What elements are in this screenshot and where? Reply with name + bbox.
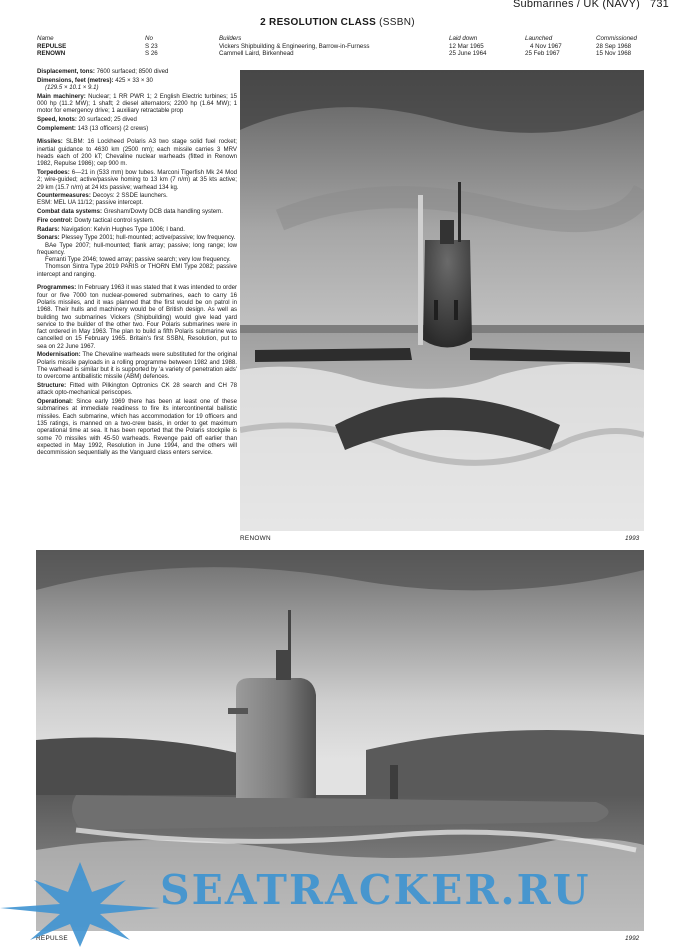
spec-key: Operational: xyxy=(37,398,73,406)
ship-launched: 25 Feb 1967 xyxy=(525,50,560,58)
ship-builder: Cammell Laird, Birkenhead xyxy=(219,50,294,58)
renown-image xyxy=(240,70,644,531)
spec-displacement xyxy=(37,68,237,75)
spec-value: Ferranti Type 2046; towed array; passive search; very low frequency. xyxy=(45,256,231,264)
spec-value: Since early 1969 there has been at least one of these submarines at immediate readiness to fire its intercontinental ballistic missiles. Each submarine, which has accommodation for 19 officers and 135 ratings, is manned on a two-crew basis, in order to get maximum operational time at sea. It has been reported that the Polaris stockpile is some 70 missiles with 45-50 warheads. Revenge paid off earlier than expected in May 1992, Resolution in June 1994, and the others will decommission sequentially as the Vanguard class enters service. xyxy=(37,398,237,457)
spec-operational xyxy=(37,398,237,456)
spec-key: Main machinery: xyxy=(37,92,86,100)
spec-speed xyxy=(37,116,237,123)
spec-key: Programmes: xyxy=(37,284,77,292)
page-number: 731 xyxy=(650,0,669,10)
spec-key: Radars: xyxy=(37,225,60,233)
col-laid-down: Laid down xyxy=(449,35,478,42)
class-title xyxy=(0,17,675,28)
spec-sonars xyxy=(37,234,237,278)
spec-key: Complement: xyxy=(37,124,76,132)
spec-radars xyxy=(37,226,237,233)
spec-value: Navigation: Kelvin Hughes Type 1006; I band. xyxy=(61,225,185,233)
spec-key: Sonars: xyxy=(37,234,60,242)
spec-value-metric: (129.5 × 10.1 × 9.1) xyxy=(45,83,99,91)
submarine-photo-renown xyxy=(240,70,644,531)
spec-machinery xyxy=(37,93,237,115)
ship-builder: Vickers Shipbuilding & Engineering, Barrow-in-Furness xyxy=(219,42,370,50)
spec-structure xyxy=(37,382,237,397)
spec-value: 6—21 in (533 mm) bow tubes. Marconi Tigerfish Mk 24 Mod 2; wire-guided; active/passive homing to 13 km (7 n/m) at 35 kts active; 29 km (15.7 n/m) at 24 kts passive; warhead 134 kg. xyxy=(37,168,237,191)
spec-value: The Chevaline warheads were substituted for the original Polaris missile payloads in a rolling programme between 1982 and 1988. The warhead is similar but it is supported by 'a variety of penetration aids' to overcome antiballistic missile (ABM) defences. xyxy=(37,351,237,381)
spec-key: Countermeasures: xyxy=(37,192,91,200)
spec-value: 425 × 33 × 30 xyxy=(115,76,153,84)
ship-launched: 4 Nov 1967 xyxy=(530,42,562,50)
col-no: No xyxy=(145,35,153,42)
photo-year-repulse: 1992 xyxy=(625,935,640,942)
spec-value: In February 1963 it was stated that it was intended to order four or five 7000 ton nuclear-powered submarines, each to carry 16 Polaris missiles, and it was planned that the first would be on patrol in 1968. Their hulls and machinery would be of British design. As well as building two submarines Vickers (Shipbuilding) would give lead yard service to the builder of the other two. Four Polaris submarines were in fact ordered in May 1963. The plan to build a fifth Polaris submarine was cancelled on 15 February 1965. Britain's first SSBN, Resolution, put to sea on 22 June 1967. xyxy=(37,284,237,350)
spec-value: Thomson Sintra Type 2019 PARIS or THORN EMI Type 2082; passive intercept and ranging. xyxy=(37,263,237,278)
spec-combat-data xyxy=(37,208,237,215)
ship-laid-down: 25 June 1964 xyxy=(449,50,487,58)
spec-countermeasures xyxy=(37,192,237,207)
photo-caption-repulse: REPULSE xyxy=(36,935,68,942)
spec-value: ESM: MEL UA 11/12; passive intercept. xyxy=(37,199,144,207)
ship-laid-down: 12 Mar 1965 xyxy=(449,42,484,50)
spec-value: Fitted with Pilkington Optronics CK 28 search and CH 78 attack opto-mechanical periscopes. xyxy=(37,382,238,397)
spec-column xyxy=(37,68,237,458)
class-title-main: 2 RESOLUTION CLASS xyxy=(260,17,377,28)
spec-value: SLBM: 16 Lockheed Polaris A3 two stage solid fuel rocket; inertial guidance to 4630 km (2500 nm); each missile carries 3 MRV heads each of 200 kT; Chevaline nuclear warheads (fitted in Renown 1982, Repulse 1986); cep 900 m. xyxy=(37,138,237,168)
spec-missiles xyxy=(37,138,237,167)
ship-commissioned: 28 Sep 1968 xyxy=(596,42,632,50)
table-row xyxy=(37,43,649,51)
photo-caption-renown: RENOWN xyxy=(240,535,271,542)
spec-fire-control xyxy=(37,217,237,224)
spec-key: Modernisation: xyxy=(37,351,81,359)
spec-key: Speed, knots: xyxy=(37,115,77,123)
class-title-type: (SSBN) xyxy=(379,17,415,28)
ship-name: RENOWN xyxy=(37,50,66,58)
running-head xyxy=(513,0,669,10)
spec-key: Missiles: xyxy=(37,138,63,146)
table-row xyxy=(37,50,649,58)
spec-value: Gresham/Dowty DCB data handling system. xyxy=(103,208,223,216)
spec-value: Decoys: 2 SSDE launchers. xyxy=(92,192,168,200)
spec-key: Combat data systems: xyxy=(37,208,103,216)
spec-value: Plessey Type 2001; hull-mounted; active/passive; low frequency. xyxy=(61,234,236,242)
table-header-row xyxy=(37,35,649,43)
spec-key: Displacement, tons: xyxy=(37,68,95,75)
col-launched: Launched xyxy=(525,35,553,42)
spec-key: Dimensions, feet (metres): xyxy=(37,76,114,84)
ships-table xyxy=(37,35,649,58)
ship-no: S 26 xyxy=(145,50,158,58)
ship-name: REPULSE xyxy=(37,42,67,50)
spec-value: Dowty tactical control system. xyxy=(74,216,155,224)
col-builders: Builders xyxy=(219,35,242,42)
ship-commissioned: 15 Nov 1968 xyxy=(596,50,632,58)
col-commissioned: Commissioned xyxy=(596,35,637,42)
spec-value: 143 (13 officers) (2 crews) xyxy=(77,124,149,132)
spec-key: Structure: xyxy=(37,382,67,390)
spec-programmes xyxy=(37,284,237,350)
spec-key: Torpedoes: xyxy=(37,168,70,176)
spec-value: 7600 surfaced; 8500 dived xyxy=(96,68,169,75)
spec-value: BAe Type 2007; hull-mounted; flank array; passive; long range; low frequency. xyxy=(37,241,237,256)
spec-dimensions xyxy=(37,77,237,92)
spec-value: Nuclear; 1 RR PWR 1; 2 English Electric turbines; 15 000 hp (11.2 MW); 1 shaft; 2 diesel alternators; 2200 hp (1.64 MW); 1 motor for emergency drive; 1 auxiliary retractable prop xyxy=(37,92,237,115)
spec-modernisation xyxy=(37,351,237,380)
watermark-star-icon xyxy=(0,862,160,952)
ship-no: S 23 xyxy=(145,42,158,50)
watermark-text: SEATRACKER.RU xyxy=(160,866,591,914)
spec-key: Fire control: xyxy=(37,216,73,224)
photo-year-renown: 1993 xyxy=(625,535,640,542)
col-name: Name xyxy=(37,35,54,42)
spec-torpedoes xyxy=(37,169,237,191)
spec-value: 20 surfaced; 25 dived xyxy=(78,115,137,123)
spec-complement xyxy=(37,125,237,132)
running-head-text: Submarines / UK (NAVY) xyxy=(512,0,641,10)
